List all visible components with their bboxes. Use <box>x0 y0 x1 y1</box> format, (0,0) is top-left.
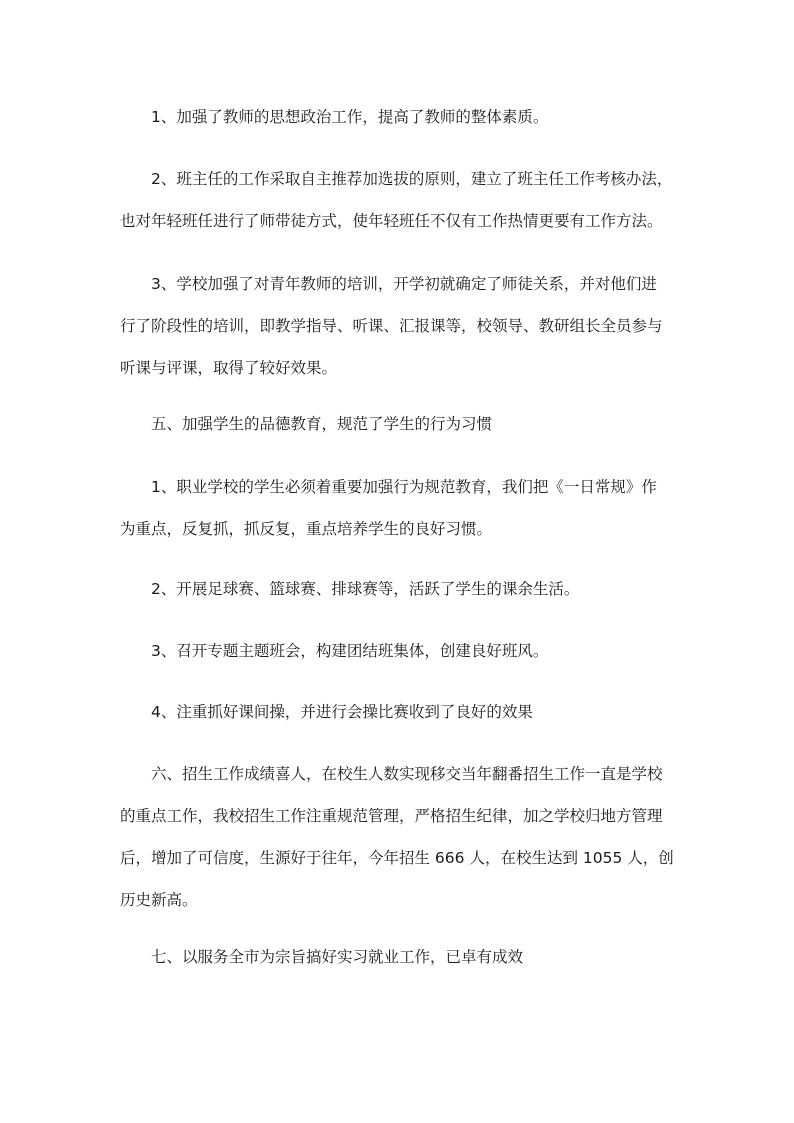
paragraph-2 <box>120 158 680 242</box>
paragraph-1 <box>120 96 680 138</box>
paragraph-6 <box>120 568 680 610</box>
paragraph-line: 听课与评课，取得了较好效果。 <box>120 359 338 377</box>
paragraph-line: 1、加强了教师的思想政治工作，提高了教师的整体素质。 <box>120 108 549 126</box>
paragraph-line: 后，增加了可信度，生源好于往年，今年招生 666 人，在校生达到 1055 人，创 <box>120 849 674 867</box>
paragraph-line: 3、召开专题主题班会，构建团结班集体，创建良好班风。 <box>120 642 549 660</box>
paragraph-line: 历史新高。 <box>120 891 198 909</box>
paragraph-line: 的重点工作，我校招生工作注重规范管理，严格招生纪律，加之学校归地方管理 <box>120 807 663 825</box>
paragraph-line: 2、班主任的工作采取自主推荐加选拔的原则，建立了班主任工作考核办法， <box>120 170 673 188</box>
paragraph-line: 为重点，反复抓，抓反复，重点培养学生的良好习惯。 <box>120 520 493 538</box>
section-heading-6 <box>120 753 680 921</box>
section-heading-7 <box>120 936 680 978</box>
paragraph-line: 4、注重抓好课间操，并进行会操比赛收到了良好的效果 <box>120 703 533 721</box>
paragraph-line: 行了阶段性的培训，即教学指导、听课、汇报课等，校领导、教研组长全员参与 <box>120 317 663 335</box>
paragraph-line: 2、开展足球赛、篮球赛、排球赛等，活跃了学生的课余生活。 <box>120 580 580 598</box>
paragraph-8 <box>120 691 680 733</box>
paragraph-5 <box>120 466 680 550</box>
paragraph-3 <box>120 263 680 389</box>
paragraph-line: 七、以服务全市为宗旨搞好实习就业工作，已卓有成效 <box>120 948 524 966</box>
paragraph-line: 也对年轻班任进行了师带徒方式，使年轻班任不仅有工作热情更要有工作方法。 <box>120 212 663 230</box>
section-heading-5 <box>120 403 680 445</box>
paragraph-7 <box>120 630 680 672</box>
paragraph-line: 五、加强学生的品德教育，规范了学生的行为习惯 <box>120 415 493 433</box>
paragraph-line: 3、学校加强了对青年教师的培训，开学初就确定了师徒关系，并对他们进 <box>120 275 657 293</box>
paragraph-line: 1、职业学校的学生必须着重要加强行为规范教育，我们把《一日常规》作 <box>120 478 657 496</box>
paragraph-line: 六、招生工作成绩喜人，在校生人数实现移交当年翻番招生工作一直是学校 <box>120 765 663 783</box>
